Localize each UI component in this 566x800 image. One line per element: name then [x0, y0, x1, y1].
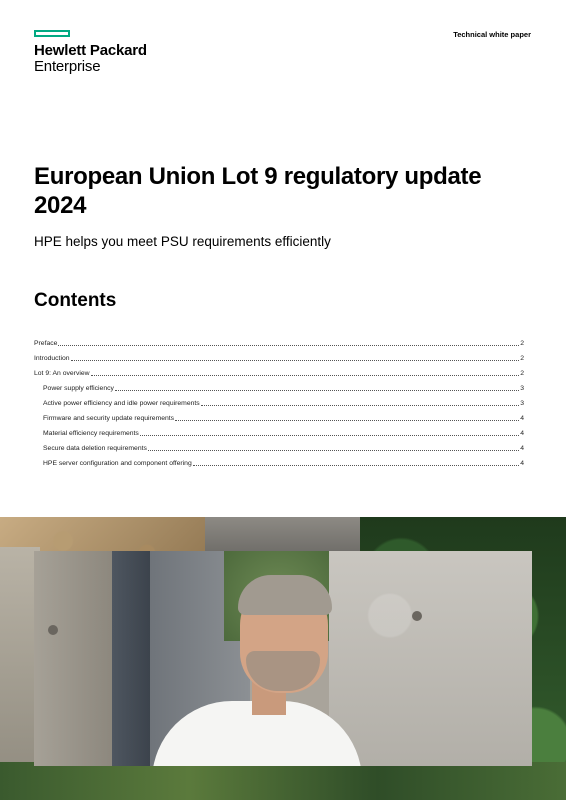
toc-item-label: Firmware and security update requirements — [43, 415, 175, 422]
photo-inset-portrait — [34, 551, 532, 766]
toc-item-page: 4 — [520, 430, 524, 437]
toc-item-label: Power supply efficiency — [43, 385, 114, 392]
toc-item-page: 2 — [520, 355, 524, 362]
cover-photo — [0, 517, 566, 800]
toc-item[interactable] — [34, 378, 524, 393]
wall-hole — [48, 625, 58, 635]
portrait-doorway — [112, 551, 150, 766]
toc-item-label: HPE server configuration and component offering — [43, 460, 192, 467]
toc-leader — [140, 435, 519, 436]
logo-element-icon — [34, 30, 70, 37]
toc-item-page: 3 — [520, 385, 524, 392]
toc-item-label: Material efficiency requirements — [43, 430, 139, 437]
toc-item-page: 4 — [520, 415, 524, 422]
toc-item-label: Active power efficiency and idle power requirements — [43, 400, 200, 407]
toc-item-label: Introduction — [34, 355, 70, 362]
toc-item-label: Preface — [34, 340, 58, 347]
portrait-concrete-wall — [329, 551, 532, 766]
toc-item[interactable] — [34, 333, 524, 348]
contents-heading: Contents — [34, 290, 117, 311]
toc-leader — [148, 450, 519, 451]
toc-leader — [71, 360, 520, 361]
toc-item-page: 2 — [520, 340, 524, 347]
toc-item[interactable] — [34, 363, 524, 378]
hpe-logo — [34, 30, 147, 75]
toc-item[interactable] — [34, 453, 524, 468]
toc-item-page: 4 — [520, 445, 524, 452]
document-title: European Union Lot 9 regulatory update 2024 — [34, 163, 482, 219]
document-type-label: Technical white paper — [453, 30, 531, 39]
person-hair — [238, 575, 332, 615]
toc-leader — [115, 390, 519, 391]
logo-text-line2: Enterprise — [34, 58, 101, 75]
toc-leader — [193, 465, 519, 466]
toc-item[interactable] — [34, 423, 524, 438]
toc-leader — [58, 345, 519, 346]
toc-item[interactable] — [34, 393, 524, 408]
wall-hole — [412, 611, 422, 621]
toc-item[interactable] — [34, 408, 524, 423]
toc-item-page: 2 — [520, 370, 524, 377]
photo-background-plants — [0, 762, 566, 800]
toc-item-page: 4 — [520, 460, 524, 467]
toc-leader — [91, 375, 520, 376]
portrait-wall-left — [34, 551, 114, 766]
toc-leader — [201, 405, 520, 406]
logo-text-line1: Hewlett Packard — [34, 42, 147, 59]
toc-item-label: Secure data deletion requirements — [43, 445, 147, 452]
toc-item-page: 3 — [520, 400, 524, 407]
document-subtitle: HPE helps you meet PSU requirements efficiently — [34, 234, 331, 249]
toc-item[interactable] — [34, 348, 524, 363]
toc-item[interactable] — [34, 438, 524, 453]
toc-leader — [175, 420, 519, 421]
toc-item-label: Lot 9: An overview — [34, 370, 90, 377]
table-of-contents — [34, 333, 524, 468]
